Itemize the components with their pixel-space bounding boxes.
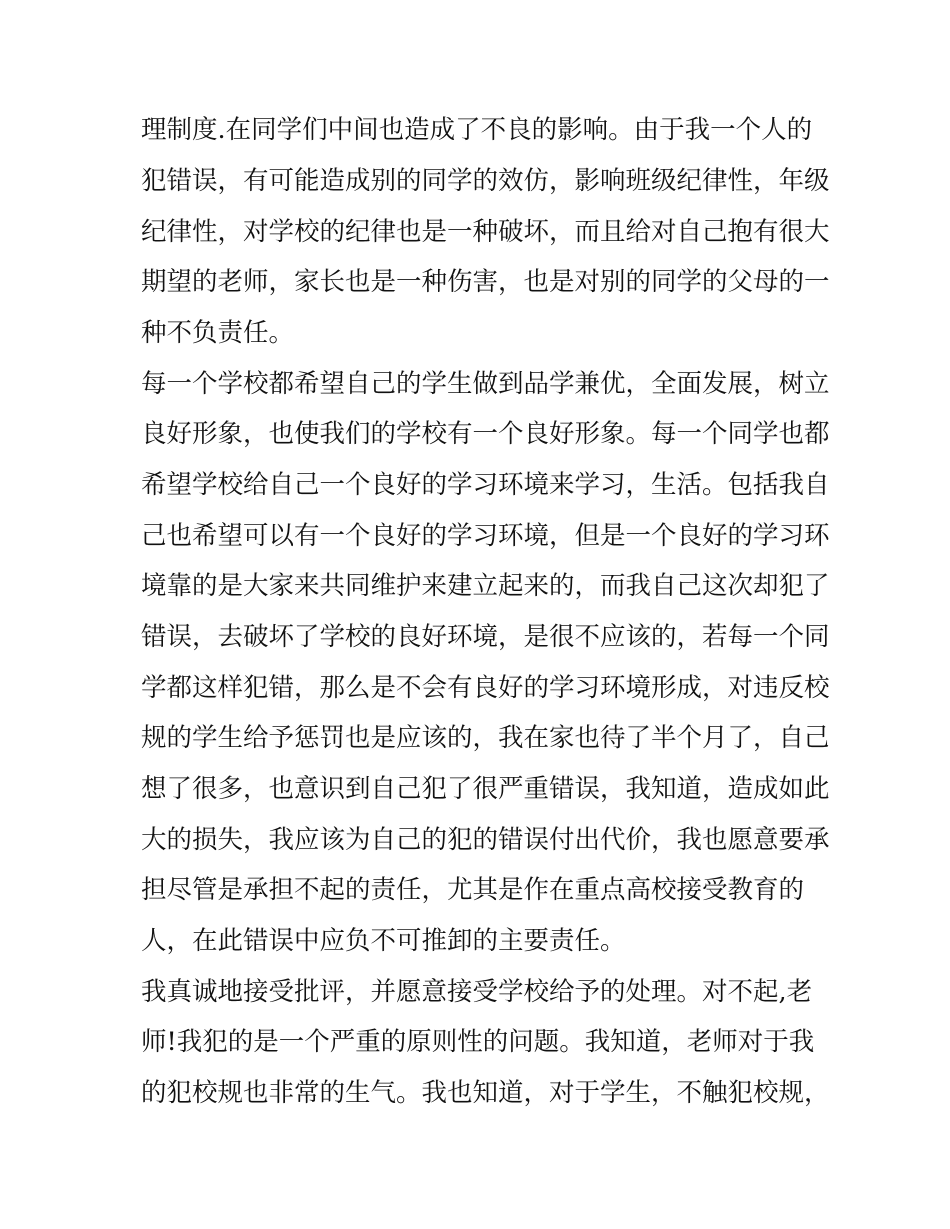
text-line: 犯错误，有可能造成别的同学的效仿，影响班级纪律性，年级 <box>141 166 830 196</box>
text-line: 担尽管是承担不起的责任，尤其是作在重点高校接受教育的 <box>141 875 805 905</box>
text-line: 师!我犯的是一个严重的原则性的问题。我知道，老师对于我 <box>141 1027 815 1057</box>
text-line: 每一个学校都希望自己的学生做到品学兼优，全面发展，树立 <box>141 369 830 399</box>
text-line: 纪律性，对学校的纪律也是一种破坏，而且给对自己抱有很大 <box>141 217 830 247</box>
text-line: 错误，去破坏了学校的良好环境，是很不应该的，若每一个同 <box>141 622 830 652</box>
text-line: 人，在此错误中应负不可推卸的主要责任。 <box>141 926 626 956</box>
text-line: 己也希望可以有一个良好的学习环境，但是一个良好的学习环 <box>141 521 830 551</box>
text-line: 我真诚地接受批评，并愿意接受学校给予的处理。对不起,老 <box>141 977 813 1007</box>
text-line: 大的损失，我应该为自己的犯的错误付出代价，我也愿意要承 <box>141 825 830 855</box>
text-line: 种不负责任。 <box>141 318 295 348</box>
text-line: 想了很多，也意识到自己犯了很严重错误，我知道，造成如此 <box>141 774 830 804</box>
text-line: 的犯校规也非常的生气。我也知道，对于学生，不触犯校规， <box>141 1078 830 1108</box>
text-line: 期望的老师，家长也是一种伤害，也是对别的同学的父母的一 <box>141 267 830 297</box>
text-line: 学都这样犯错，那么是不会有良好的学习环境形成，对违反校 <box>141 673 830 703</box>
text-line: 规的学生给予惩罚也是应该的，我在家也待了半个月了，自己 <box>141 723 830 753</box>
text-line: 希望学校给自己一个良好的学习环境来学习，生活。包括我自 <box>141 470 830 500</box>
text-line: 理制度.在同学们中间也造成了不良的影响。由于我一个人的 <box>141 115 813 145</box>
text-line: 境靠的是大家来共同维护来建立起来的，而我自己这次却犯了 <box>141 571 830 601</box>
text-line: 良好形象，也使我们的学校有一个良好形象。每一个同学也都 <box>141 419 830 449</box>
